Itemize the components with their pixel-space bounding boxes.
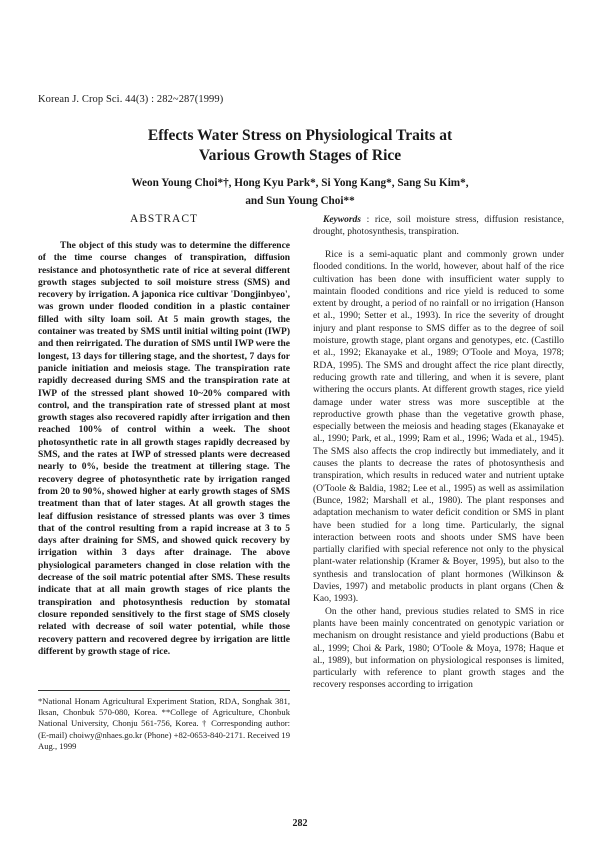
paper-title — [0, 126, 600, 166]
title-line-2: Various Growth Stages of Rice — [198, 147, 402, 164]
author-list — [0, 174, 600, 210]
keywords-block — [313, 214, 564, 239]
footnote-affiliation-1: *National Honam Agricultural Experiment Station, RDA, Songhak 381, Iksan, Chonbuk 570-080, Korea. — [38, 696, 290, 718]
footnote-divider — [38, 690, 290, 691]
authors-line-2: and Sun Young Choi** — [245, 195, 355, 207]
journal-citation: Korean J. Crop Sci. 44(3) : 282~287(1999) — [38, 94, 224, 105]
keywords-label: Keywords — [323, 215, 361, 225]
intro-paragraph-1: Rice is a semi-aquatic plant and commonly grown under flooded conditions. In the world, however, about half of the rice cultivation has been done with insufficient water supply to maintain flooded conditions and rice yield is reduced to some extent by drought, a period of no rainfall or no irrigation (Hanson et al., 1990; Setter et al., 1993). In rice the severity of drought injury and plant response to SMS differ as to the degree of soil moisture, growth stage, plant organs and genotypes, etc. (Castillo et al., 1992; Ekanayake et al., 1989; O'Toole and Moya, 1978; RDA, 1995). The SMS and drought affect the rice plant directly, reducing growth rate and tillering, and when it is severe, plant withering the occurs plants. At different growth stages, rice yield damage under water stress was more susceptible at the reproductive growth phase than the vegetative growth phase, especially between the meiosis and heading stages (Ekanayake et al., 1990; Park, et al., 1999; Ram et al., 1996; Wada et al., 1945). The SMS also affects the crop indirectly but immediately, and it causes the plants to decrease the rates of photosynthesis and transpiration, which results in reduced water and nutrient uptake (O'Toole & Baldia, 1982; Lee et al., 1995) as well as assimilation (Bunce, 1982; Marshall et al., 1980). The plant responses and adaptation mechanism to water deficit condition or SMS in plant have been studied for a long time. Particularly, the signal interaction between roots and shoots under SMS have been partially clarified with special reference not only to the physical plant-water relationship (Kramer & Boyer, 1995), but also to the synthesis and translocation of plant hormones (Wilkinson & Davies, 1997) and metabolic products in plant organs (Chen & Kao, 1993). — [313, 250, 564, 605]
footnote-affiliation-2: **College of Agriculture, Chonbuk National University, Chonju 561-756, Korea. — [38, 707, 290, 729]
abstract-heading: ABSTRACT — [129, 213, 199, 225]
authors-line-1: Weon Young Choi*†, Hong Kyu Park*, Si Yong Kang*, Sang Su Kim*, — [131, 177, 469, 189]
footnote-corresponding: † Corresponding author:(E-mail) choiwy@nhaes.go.kr (Phone) +82-0653-840-2171. Received 19 Aug., 1999 — [38, 718, 290, 751]
title-line-1: Effects Water Stress on Physiological Traits at — [147, 127, 453, 144]
intro-paragraph-2: On the other hand, previous studies related to SMS in rice plants have been mainly concentrated on genotypic variation or mechanism on drought resistance and yield productions (Babu et al., 1999; Choi & Park, 1980; O'Toole & Moya, 1978; Haque et al., 1989), but information on physiological responses is limited, particularly with reference to plant growth stages and the recovery responses according to irrigation — [313, 606, 564, 691]
abstract-text: The object of this study was to determine the difference of the time course changes of transpiration, diffusion resistance and photosynthetic rate of rice at several different growth stages subjected to soil moisture stress (SMS) and recovery by irrigation. A japonica rice cultivar 'Dongjinbyeo', was grown under flooded condition in a plastic container filled with silty loam soil. At 5 main growth stages, the container was treated by SMS until initial wilting point (IWP) and then reirrigated. The duration of SMS until IWP were the longest, 13 days for tillering stage, and the shortest, 7 days for panicle initiation and meiosis stage. The transpiration rate rapidly decreased during SMS and the transpiration rate at IWP of the stressed plant showed 10~20% compared with control, and the transpiration rate of stressed plant at most growth stages also recovered rapidly after irrigation and then reached 100% of control within a week. The shoot photosynthetic rate in all growth stages rapidly decreased by SMS, and the rates at IWP of stressed plants were decreased nearly to 0%, beside the treatment at tillering stage. The recovery degree of photosynthetic rate by irrigation ranged from 20 to 90%, showed higher at early growth stages of SMS treatment than that of later stages. At all growth stages the leaf diffusion resistance of stressed plants was over 3 times that of the control resulting from a rapid increase at 3 to 5 days after draining for SMS, and showed quick recovery by irrigation within 3 days after drainage. The above physiological parameters changed in close relation with the decrease of the soil matric potential after SMS. These results indicate that at all main growth stages of rice plants the transpiration and photosynthesis reduction by stomatal closure reponded sensitively to the first stage of SMS closely related with decrease of soil water potential, while those recovery pattern and recovered degree by irrigation are little different by growth stage of rice. — [38, 241, 290, 657]
affiliation-footnote — [38, 696, 290, 752]
page-number: 282 — [292, 818, 308, 829]
keywords-text: : rice, soil moisture stress, diffusion resistance, drought, photosynthesis, transpiration. — [313, 215, 565, 238]
introduction — [313, 249, 564, 692]
